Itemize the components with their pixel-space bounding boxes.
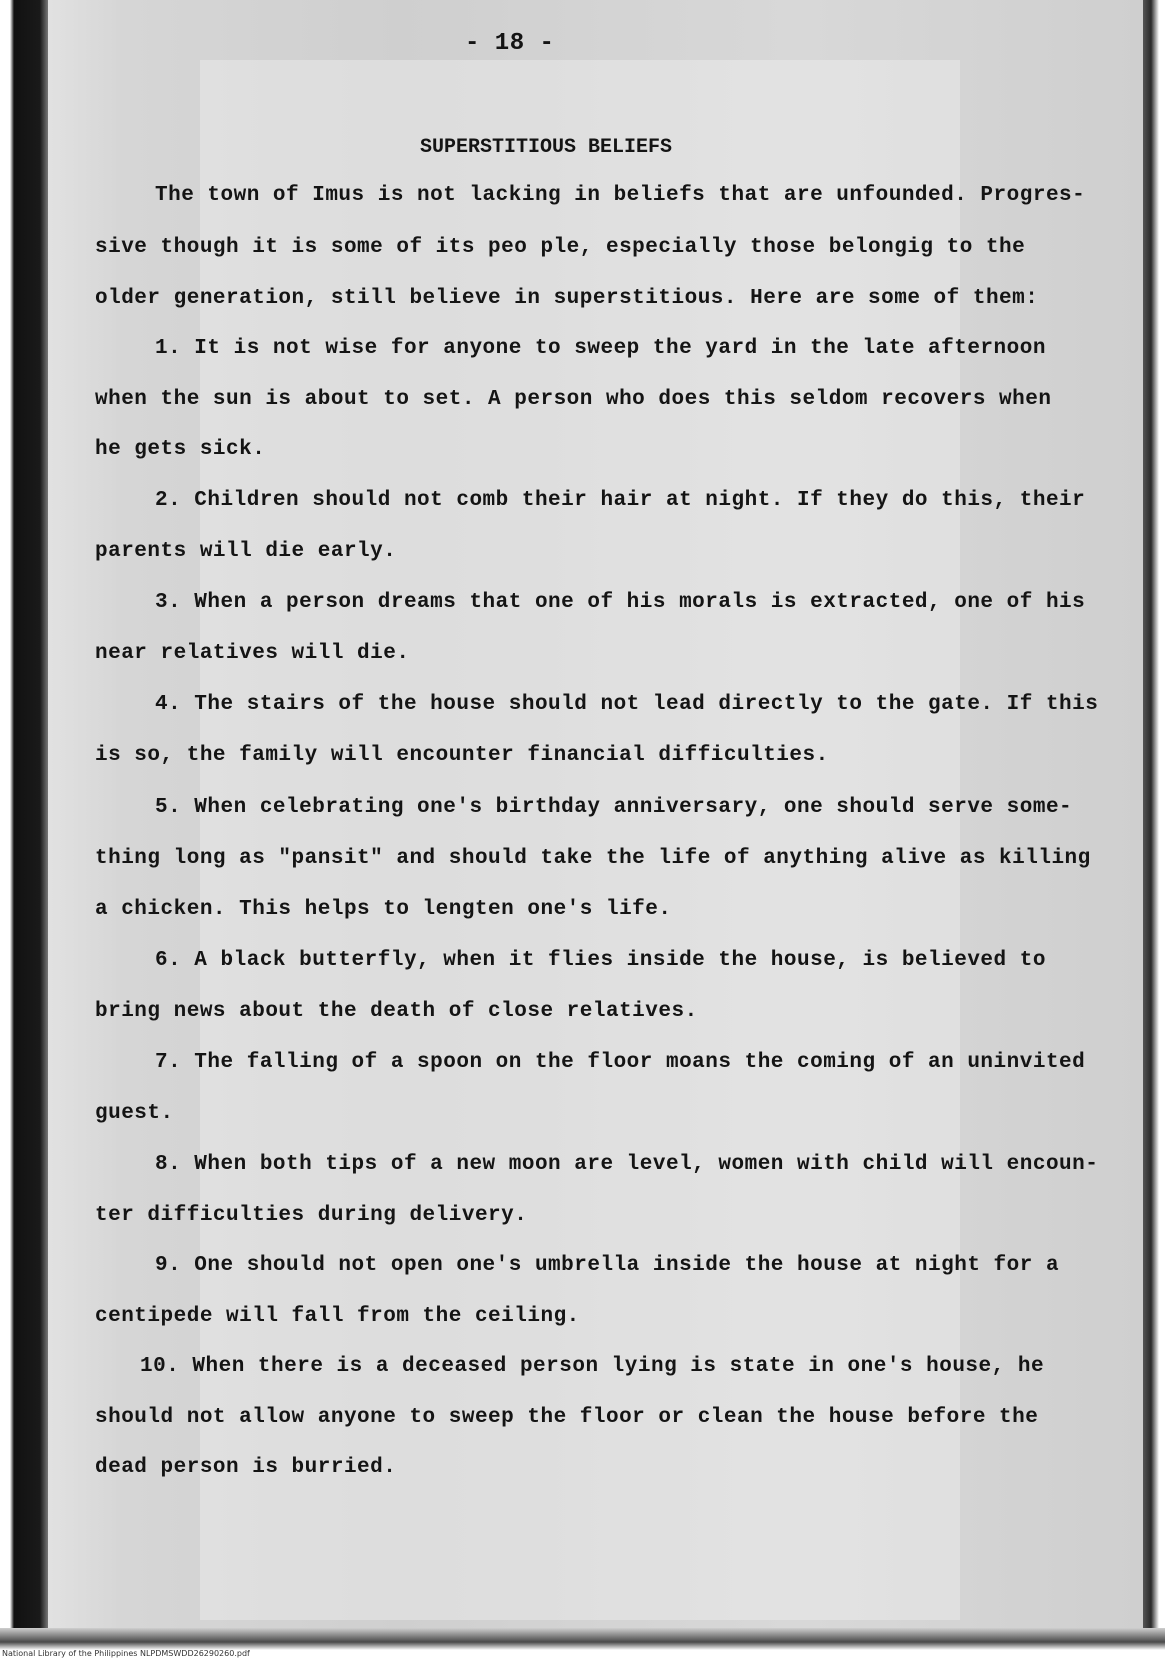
list-item-line: 3. When a person dreams that one of his morals is extracted, one of his — [155, 591, 1086, 614]
list-item-line: is so, the family will encounter financial difficulties. — [95, 744, 829, 767]
list-item-line: 7. The falling of a spoon on the floor moans the coming of an uninvited — [155, 1051, 1086, 1074]
list-item-line: near relatives will die. — [95, 642, 410, 665]
list-item-line: he gets sick. — [95, 438, 266, 461]
list-item-line: ter difficulties during delivery. — [95, 1204, 528, 1227]
scan-footer-label: National Library of the Philippines NLPDMSWDD26290260.pdf — [2, 1649, 250, 1658]
list-item-line: 1. It is not wise for anyone to sweep the yard in the late afternoon — [155, 337, 1046, 360]
list-item-line: 10. When there is a deceased person lying is state in one's house, he — [140, 1355, 1045, 1378]
scan-left-border — [0, 0, 48, 1658]
scan-right-border — [1143, 0, 1165, 1658]
intro-line: older generation, still believe in superstitious. Here are some of them: — [95, 287, 1039, 310]
list-item-line: 4. The stairs of the house should not lead directly to the gate. If this — [155, 693, 1099, 716]
page-number: - 18 - — [465, 30, 555, 57]
list-item-line: 9. One should not open one's umbrella inside the house at night for a — [155, 1254, 1060, 1277]
list-item-line: 5. When celebrating one's birthday anniversary, one should serve some- — [155, 796, 1073, 819]
page-title: SUPERSTITIOUS BELIEFS — [420, 136, 673, 159]
intro-line: sive though it is some of its peo ple, especially those belongig to the — [95, 236, 1026, 259]
list-item-line: guest. — [95, 1102, 174, 1125]
list-item-line: bring news about the death of close relatives. — [95, 1000, 698, 1023]
list-item-line: centipede will fall from the ceiling. — [95, 1305, 580, 1328]
list-item-line: when the sun is about to set. A person who does this seldom recovers when — [95, 388, 1052, 411]
list-item-line: parents will die early. — [95, 540, 397, 563]
list-item-line: should not allow anyone to sweep the floor or clean the house before the — [95, 1406, 1039, 1429]
list-item-line: thing long as "pansit" and should take the life of anything alive as killing — [95, 847, 1091, 870]
list-item-line: dead person is burried. — [95, 1456, 397, 1479]
list-item-line: 2. Children should not comb their hair at night. If they do this, their — [155, 489, 1086, 512]
list-item-line: a chicken. This helps to lengten one's life. — [95, 898, 672, 921]
list-item-line: 6. A black butterfly, when it flies inside the house, is believed to — [155, 949, 1046, 972]
list-item-line: 8. When both tips of a new moon are level, women with child will encoun- — [155, 1153, 1099, 1176]
intro-line: The town of Imus is not lacking in beliefs that are unfounded. Progres- — [155, 184, 1086, 207]
